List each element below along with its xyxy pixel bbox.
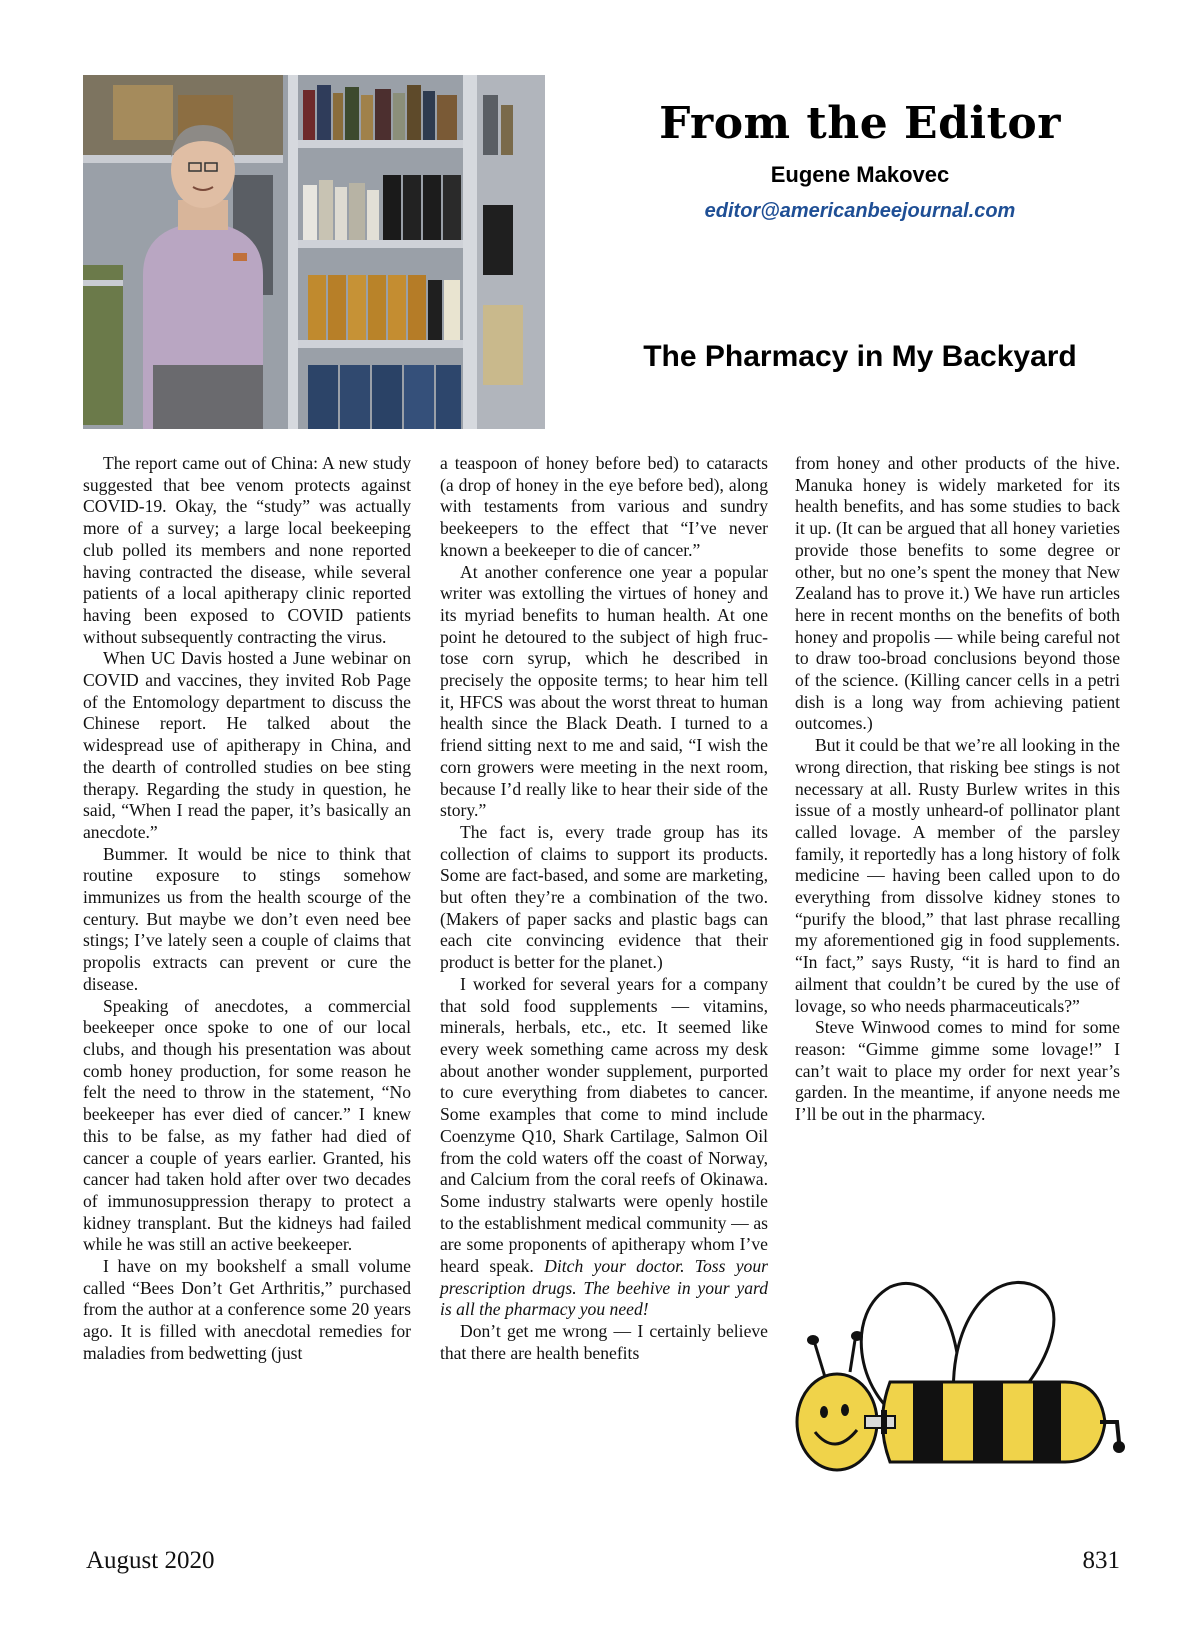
text-column-1	[83, 453, 411, 1365]
paragraph: When UC Davis hosted a June webinar on COVID and vaccines, they invited Rob Page of the Entomology department to discuss the Chinese report. He talked about the widespread use of apitherapy in China, and the dearth of controlled studies on bee sting therapy. Regarding the study in question, he said, “When I read the paper, it’s basically an anecdote.”	[83, 648, 411, 842]
bee-icon	[795, 1272, 1127, 1507]
paragraph-continued: a teaspoon of honey before bed) to cataracts (a drop of honey in the eye before bed), along with testaments from various and sundry beekeepers to the effect that “I’ve never known a beekeeper to die of cancer.”	[440, 453, 768, 560]
paragraph: The fact is, every trade group has its collection of claims to support its products. Some are fact-based, and some are marketing, but often they’re a combination of the two. (Makers of paper sacks and plastic bags can each cite convincing evidence that their product is better for the planet.)	[440, 821, 768, 973]
page-number: 831	[1082, 1547, 1120, 1574]
column-header	[565, 100, 1155, 223]
paragraph: At another conference one year a popular writer was extolling the virtues of honey and its myriad benefits to human health. At one point he detoured to the subject of high fructose corn syrup, which he described in precisely the opposite terms; to hear him tell it, HFCS was about the worst threat to human health since the Black Death. I turned to a friend sitting next to me and said, “I wish the corn growers were meeting in the next room, because I’d really like to hear their side of the story.”	[440, 561, 768, 821]
paragraph: Steve Winwood comes to mind for some reason: “Gimme gimme some lovage!” I can’t wait to place my order for next year’s garden. In the meantime, if anyone needs me I’ll be out in the pharmacy.	[795, 1017, 1120, 1125]
column-title: From the Editor	[659, 98, 1061, 149]
text-column-2	[440, 453, 768, 1365]
bee-cartoon	[795, 1272, 1127, 1507]
author-email[interactable]: editor@americanbeejournal.com	[704, 200, 1016, 223]
issue-date: August 2020	[86, 1547, 215, 1574]
paragraph-continued: from honey and other products of the hive. Manuka honey is widely marketed for its health benefits, and has some studies to back it up. (It can be argued that all honey varieties provide those benefits to some degree or other, but no one’s spent the money that New Zealand has to prove it.) We have run articles here in recent months on the benefits of both honey and propolis — while being careful not to draw too-broad conclusions beyond those of the science. (Killing cancer cells in a petri dish is a long way from achieving patient outcomes.)	[795, 453, 1120, 734]
paragraph: Speaking of anecdotes, a commercial beekeeper once spoke to one of our local clubs, and though his presentation was about comb honey production, for some reason he felt the need to throw in the statement, “No beekeeper has ever died of cancer.” I knew this to be false, as my father had died of cancer a couple of years earlier. Granted, his cancer had taken hold after over two decades of immunosuppression therapy to protect a kidney transplant. But the kidneys had failed while he was still an active beekeeper.	[83, 995, 411, 1255]
paragraph: Don’t get me wrong — I certainly believe that there are health benefits	[440, 1321, 768, 1363]
paragraph	[440, 974, 768, 1321]
author-name: Eugene Makovec	[770, 162, 950, 188]
text-column-3	[795, 453, 1120, 1126]
paragraph: The report came out of China: A new study suggested that bee venom protects against COVID-19. Okay, the “study” was actually more of a survey; a large local beekeeping club polled its members and none reported having contracted the disease, while several patients of a local apitherapy clinic reported having been exposed to COVID patients without subsequently contracting the virus.	[83, 453, 411, 647]
paragraph: But it could be that we’re all looking in the wrong direction, that risking bee stings is not necessary at all. Rusty Burlew writes in this issue of a mostly unheard-of pollinator plant called lovage. A member of the parsley family, it reportedly has a long history of folk medicine — having been called upon to do everything from dissolve kidney stones to “purify the blood,” that last phrase recalling my aforementioned gig in food supplements. “In fact,” says Rusty, “it is hard to find an ailment that couldn’t be cured by the use of lovage, so who needs pharmaceuticals?”	[795, 735, 1120, 1016]
editor-photo	[83, 75, 545, 429]
paragraph-text: I worked for several years for a company that sold food supplements — vitamins, minerals, herbals, etc., etc. It seemed like every week something came across my desk about another wonder supplement, purported to cure everything from diabetes to cancer. Some examples that come to mind include Coenzyme Q10, Shark Cartilage, Salmon Oil from the cold waters off the coast of Norway, and Calcium from the coral reefs of Okinawa. Some industry stalwarts were openly hostile to the establishment medical community — as are some proponents of apitherapy whom I’ve heard speak.	[440, 973, 768, 1277]
italic-quote: Ditch your doctor. Toss your prescription drugs. The beehive in your yard is all the pharmacy you need!	[440, 1256, 768, 1320]
paragraph: Bummer. It would be nice to think that routine exposure to stings somehow immunizes us from the health scourge of the century. But maybe we don’t even need bee stings; I’ve lately seen a couple of claims that propolis extracts can prevent or cure the disease.	[83, 843, 411, 994]
article-headline: The Pharmacy in My Backyard	[643, 340, 1077, 373]
paragraph: I have on my bookshelf a small volume called “Bees Don’t Get Arthritis,” purchased from the author at a conference some 20 years ago. It is filled with anecdotal remedies for maladies from bedwetting (just	[83, 1256, 411, 1363]
editor-photo-illustration	[83, 75, 545, 429]
